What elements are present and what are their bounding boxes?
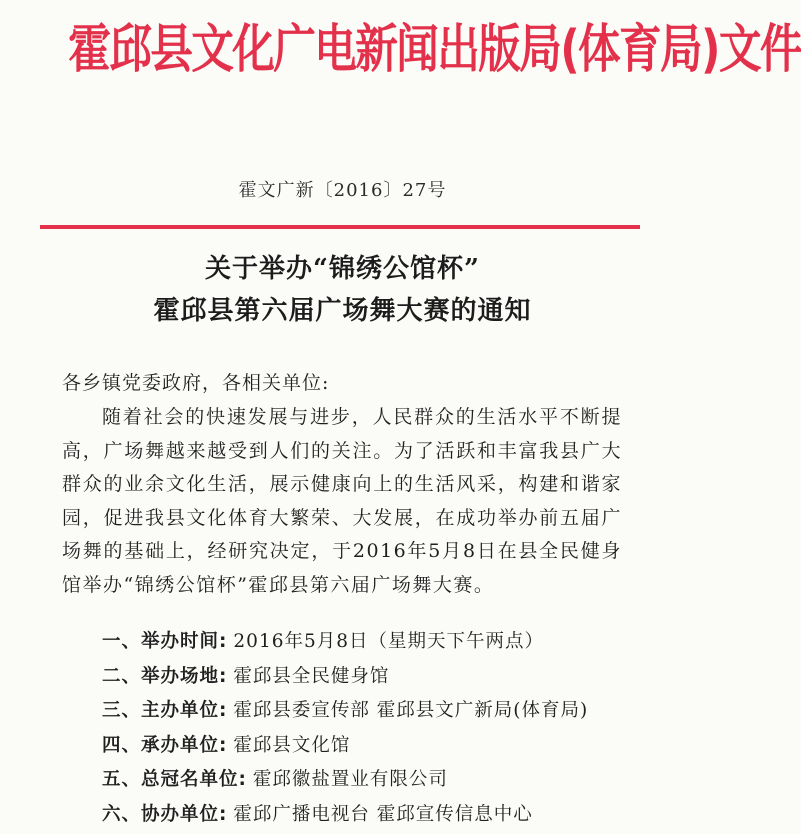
item-value: 2016年5月8日（星期天下午两点） xyxy=(233,631,544,652)
item-value: 霍邱县文化馆 xyxy=(233,735,350,756)
list-item xyxy=(102,696,662,731)
item-value: 霍邱广播电视台 霍邱宣传信息中心 xyxy=(233,804,532,825)
list-item xyxy=(102,731,662,766)
item-label: 三、主办单位: xyxy=(102,700,227,721)
item-label: 五、总冠名单位: xyxy=(102,769,247,790)
list-item xyxy=(102,627,662,662)
item-label: 一、举办时间: xyxy=(102,631,227,652)
item-value: 霍邱县委宣传部 霍邱县文广新局(体育局) xyxy=(233,700,588,721)
list-item xyxy=(102,800,662,834)
item-label: 四、承办单位: xyxy=(102,735,227,756)
list-item xyxy=(102,662,662,697)
notice-body-paragraph: 随着社会的快速发展与进步，人民群众的生活水平不断提高，广场舞越来越受到人们的关注。为了活跃和丰富我县广大群众的业余文化生活，展示健康向上的生活风采，构建和谐家园，促进我县文化体育大繁荣、大发展，在成功举办前五届广场舞的基础上，经研究决定，于2016年5月8日在县全民健身馆举办“锦绣公馆杯”霍邱县第六届广场舞大赛。 xyxy=(62,401,622,603)
item-value: 霍邱徽盐置业有限公司 xyxy=(253,769,448,790)
document-number: 霍文广新〔2016〕27号 xyxy=(0,176,685,202)
agency-letterhead: 霍邱县文化广电新闻出版局(体育局)文件 xyxy=(68,10,617,90)
list-item xyxy=(102,765,662,800)
salutation: 各乡镇党委政府，各相关单位: xyxy=(62,368,329,395)
red-divider-line xyxy=(40,225,640,229)
item-label: 二、举办场地: xyxy=(102,666,227,687)
item-value: 霍邱县全民健身馆 xyxy=(233,666,389,687)
notice-title-line2: 霍邱县第六届广场舞大赛的通知 xyxy=(0,290,685,327)
item-label: 六、协办单位: xyxy=(102,804,227,825)
event-details-list xyxy=(102,627,662,834)
notice-title-line1: 关于举办“锦绣公馆杯” xyxy=(0,248,685,285)
